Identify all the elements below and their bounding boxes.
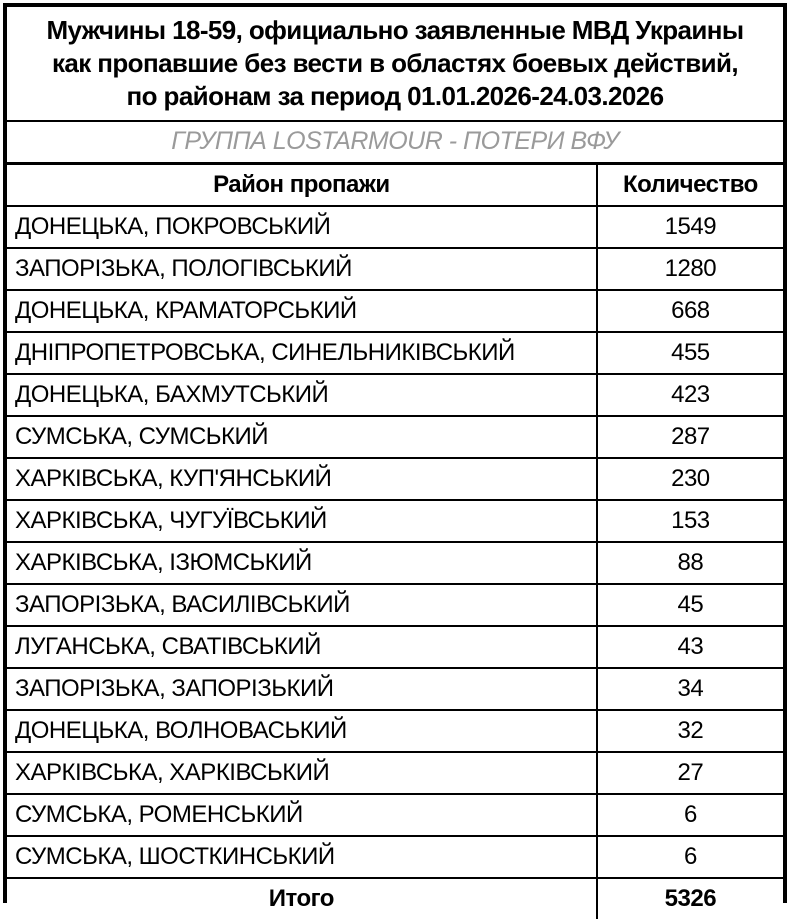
table-row bbox=[7, 584, 783, 626]
count-cell: 423 bbox=[597, 374, 783, 416]
district-cell: ДОНЕЦЬКА, ВОЛНОВАСЬКИЙ bbox=[7, 710, 597, 752]
district-cell: ЗАПОРІЗЬКА, ЗАПОРІЗЬКИЙ bbox=[7, 668, 597, 710]
missing-persons-table bbox=[7, 165, 783, 919]
stats-table-card bbox=[3, 3, 787, 913]
district-cell: ХАРКІВСЬКА, ЧУГУЇВСЬКИЙ bbox=[7, 500, 597, 542]
count-cell: 32 bbox=[597, 710, 783, 752]
table-row bbox=[7, 458, 783, 500]
table-row bbox=[7, 416, 783, 458]
district-cell: ДОНЕЦЬКА, КРАМАТОРСЬКИЙ bbox=[7, 290, 597, 332]
table-row bbox=[7, 248, 783, 290]
table-row bbox=[7, 290, 783, 332]
district-cell: СУМСЬКА, РОМЕНСЬКИЙ bbox=[7, 794, 597, 836]
count-cell: 88 bbox=[597, 542, 783, 584]
district-cell: ДОНЕЦЬКА, ПОКРОВСЬКИЙ bbox=[7, 206, 597, 248]
count-cell: 1280 bbox=[597, 248, 783, 290]
table-row bbox=[7, 542, 783, 584]
table-row bbox=[7, 332, 783, 374]
total-value: 5326 bbox=[597, 878, 783, 919]
count-cell: 6 bbox=[597, 794, 783, 836]
count-cell: 668 bbox=[597, 290, 783, 332]
title-line-1: Мужчины 18-59, официально заявленные МВД Украины bbox=[46, 15, 744, 45]
count-cell: 153 bbox=[597, 500, 783, 542]
count-cell: 43 bbox=[597, 626, 783, 668]
count-cell: 6 bbox=[597, 836, 783, 878]
page-title bbox=[7, 7, 783, 122]
district-cell: ЗАПОРІЗЬКА, ВАСИЛІВСЬКИЙ bbox=[7, 584, 597, 626]
total-label: Итого bbox=[7, 878, 597, 919]
district-cell: СУМСЬКА, ШОСТКИНСЬКИЙ bbox=[7, 836, 597, 878]
title-line-3: по районам за период 01.01.2026-24.03.2026 bbox=[126, 80, 664, 111]
count-cell: 27 bbox=[597, 752, 783, 794]
table-row bbox=[7, 836, 783, 878]
table-row bbox=[7, 794, 783, 836]
district-cell: ХАРКІВСЬКА, КУП'ЯНСЬКИЙ bbox=[7, 458, 597, 500]
table-total-row bbox=[7, 878, 783, 919]
count-cell: 1549 bbox=[597, 206, 783, 248]
district-cell: ДОНЕЦЬКА, БАХМУТСЬКИЙ bbox=[7, 374, 597, 416]
count-cell: 455 bbox=[597, 332, 783, 374]
district-cell: ЛУГАНСЬКА, СВАТІВСЬКИЙ bbox=[7, 626, 597, 668]
district-cell: ХАРКІВСЬКА, ХАРКІВСЬКИЙ bbox=[7, 752, 597, 794]
district-cell: ЗАПОРІЗЬКА, ПОЛОГІВСЬКИЙ bbox=[7, 248, 597, 290]
column-header-district: Район пропажи bbox=[7, 165, 597, 206]
table-row bbox=[7, 710, 783, 752]
district-cell: СУМСЬКА, СУМСЬКИЙ bbox=[7, 416, 597, 458]
table-header-row bbox=[7, 165, 783, 206]
count-cell: 287 bbox=[597, 416, 783, 458]
table-row bbox=[7, 752, 783, 794]
count-cell: 230 bbox=[597, 458, 783, 500]
district-cell: ДНІПРОПЕТРОВСЬКА, СИНЕЛЬНИКІВСЬКИЙ bbox=[7, 332, 597, 374]
title-line-2: как пропавшие без вести в областях боевых действий, bbox=[51, 47, 738, 78]
count-cell: 34 bbox=[597, 668, 783, 710]
table-row bbox=[7, 626, 783, 668]
table-row bbox=[7, 500, 783, 542]
watermark-subtitle: ГРУППА LOSTARMOUR - ПОТЕРИ ВФУ bbox=[7, 122, 783, 165]
column-header-count: Количество bbox=[597, 165, 783, 206]
table-row bbox=[7, 374, 783, 416]
district-cell: ХАРКІВСЬКА, ІЗЮМСЬКИЙ bbox=[7, 542, 597, 584]
table-row bbox=[7, 668, 783, 710]
table-row bbox=[7, 206, 783, 248]
count-cell: 45 bbox=[597, 584, 783, 626]
